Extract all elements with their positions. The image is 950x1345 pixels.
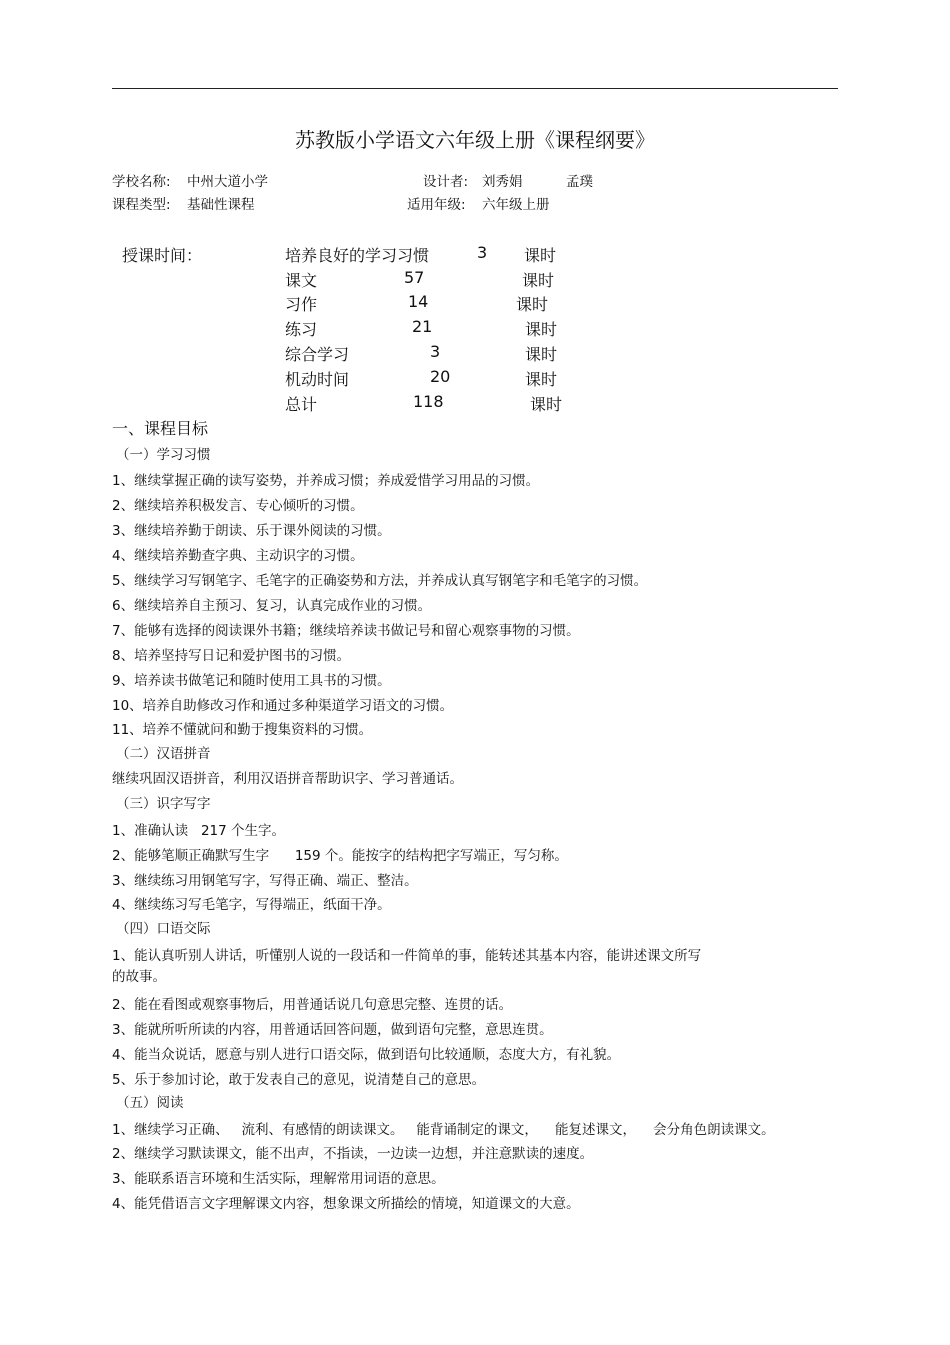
section-heading: 一、课程目标 (112, 419, 209, 438)
school-value: 中州大道小学 (187, 174, 268, 190)
schedule-unit: 课时 (525, 320, 558, 339)
grade-label: 适用年级: (407, 197, 466, 213)
list-item: 4、继续培养勤查字典、主动识字的习惯。 (112, 548, 364, 564)
list-item: 3、继续练习用钢笔写字，写得正确、端正、整洁。 (112, 873, 418, 889)
schedule-unit: 课时 (516, 295, 549, 314)
schedule-hours: 57 (404, 268, 425, 287)
list-item: 5、继续学习写钢笔字、毛笔字的正确姿势和方法，并养成认真写钢笔字和毛笔字的习惯。 (112, 573, 648, 589)
top-rule (112, 88, 838, 89)
list-item: 2、继续培养积极发言、专心倾听的习惯。 (112, 498, 364, 514)
paragraph: 继续巩固汉语拼音，利用汉语拼音帮助识字、学习普通话。 (112, 771, 463, 787)
schedule-name: 机动时间 (285, 370, 350, 389)
list-item: 1、继续掌握正确的读写姿势，并养成习惯；养成爱惜学习用品的习惯。 (112, 473, 540, 489)
list-item-continuation: 的故事。 (112, 969, 166, 985)
page-title: 苏教版小学语文六年级上册《课程纲要》 (295, 128, 655, 152)
list-item: 2、能在看图或观察事物后，用普通话说几句意思完整、连贯的话。 (112, 997, 513, 1013)
list-item: 2、能够笔顺正确默写生字 159 个。能按字的结构把字写端正，写匀称。 (112, 848, 568, 864)
list-item: 4、能当众说话，愿意与别人进行口语交际，做到语句比较通顺，态度大方，有礼貌。 (112, 1047, 621, 1063)
school-label: 学校名称: (112, 174, 171, 190)
subsection-heading: （四）口语交际 (116, 921, 211, 937)
course-type-label: 课程类型: (112, 197, 171, 213)
schedule-unit: 课时 (524, 246, 557, 265)
course-type-value: 基础性课程 (187, 197, 255, 213)
list-item: 1、继续学习正确、 流利、有感情的朗读课文。 能背诵制定的课文， 能复述课文， 会分角色朗读课文。 (112, 1122, 775, 1138)
designer-label: 设计者: (423, 174, 469, 190)
list-item: 5、乐于参加讨论，敢于发表自己的意见，说清楚自己的意思。 (112, 1072, 486, 1088)
list-item: 3、继续培养勤于朗读、乐于课外阅读的习惯。 (112, 523, 391, 539)
list-item: 6、继续培养自主预习、复习，认真完成作业的习惯。 (112, 598, 432, 614)
list-item: 10、培养自助修改习作和通过多种渠道学习语文的习惯。 (112, 698, 454, 714)
schedule-hours: 3 (477, 243, 488, 262)
subsection-heading: （三）识字写字 (116, 796, 211, 812)
list-item: 11、培养不懂就问和勤于搜集资料的习惯。 (112, 722, 373, 738)
schedule-name: 习作 (285, 295, 318, 314)
schedule-hours: 20 (430, 367, 451, 386)
list-item: 1、准确认读 217 个生字。 (112, 823, 286, 839)
schedule-unit: 课时 (525, 345, 558, 364)
schedule-hours: 3 (430, 342, 441, 361)
schedule-name: 练习 (285, 320, 318, 339)
designer-value-1: 刘秀娟 (482, 174, 523, 190)
list-item: 3、能联系语言环境和生活实际，理解常用词语的意思。 (112, 1171, 445, 1187)
subsection-heading: （一）学习习惯 (116, 447, 211, 463)
grade-value: 六年级上册 (482, 197, 550, 213)
schedule-hours: 14 (408, 292, 429, 311)
list-item: 2、继续学习默读课文，能不出声，不指读，一边读一边想，并注意默读的速度。 (112, 1146, 594, 1162)
schedule-hours: 118 (413, 392, 444, 411)
schedule-name: 培养良好的学习习惯 (285, 246, 430, 265)
schedule-hours: 21 (412, 317, 433, 336)
subsection-heading: （二）汉语拼音 (116, 746, 211, 762)
schedule-name: 总计 (285, 395, 318, 414)
schedule-unit: 课时 (525, 370, 558, 389)
subsection-heading: （五）阅读 (116, 1095, 184, 1111)
schedule-unit: 课时 (530, 395, 563, 414)
list-item: 4、能凭借语言文字理解课文内容，想象课文所描绘的情境，知道课文的大意。 (112, 1196, 580, 1212)
designer-value-2: 孟璞 (566, 174, 593, 190)
list-item: 7、能够有选择的阅读课外书籍；继续培养读书做记号和留心观察事物的习惯。 (112, 623, 580, 639)
list-item: 8、培养坚持写日记和爱护图书的习惯。 (112, 648, 351, 664)
schedule-name: 课文 (285, 271, 318, 290)
list-item: 4、继续练习写毛笔字，写得端正，纸面干净。 (112, 897, 391, 913)
schedule-label: 授课时间： (122, 246, 203, 265)
schedule-name: 综合学习 (285, 345, 350, 364)
list-item: 9、培养读书做笔记和随时使用工具书的习惯。 (112, 673, 391, 689)
list-item: 1、能认真听别人讲话，听懂别人说的一段话和一件简单的事，能转述其基本内容，能讲述课文所写 (112, 948, 702, 964)
schedule-unit: 课时 (522, 271, 555, 290)
list-item: 3、能就所听所读的内容，用普通话回答问题，做到语句完整，意思连贯。 (112, 1022, 553, 1038)
